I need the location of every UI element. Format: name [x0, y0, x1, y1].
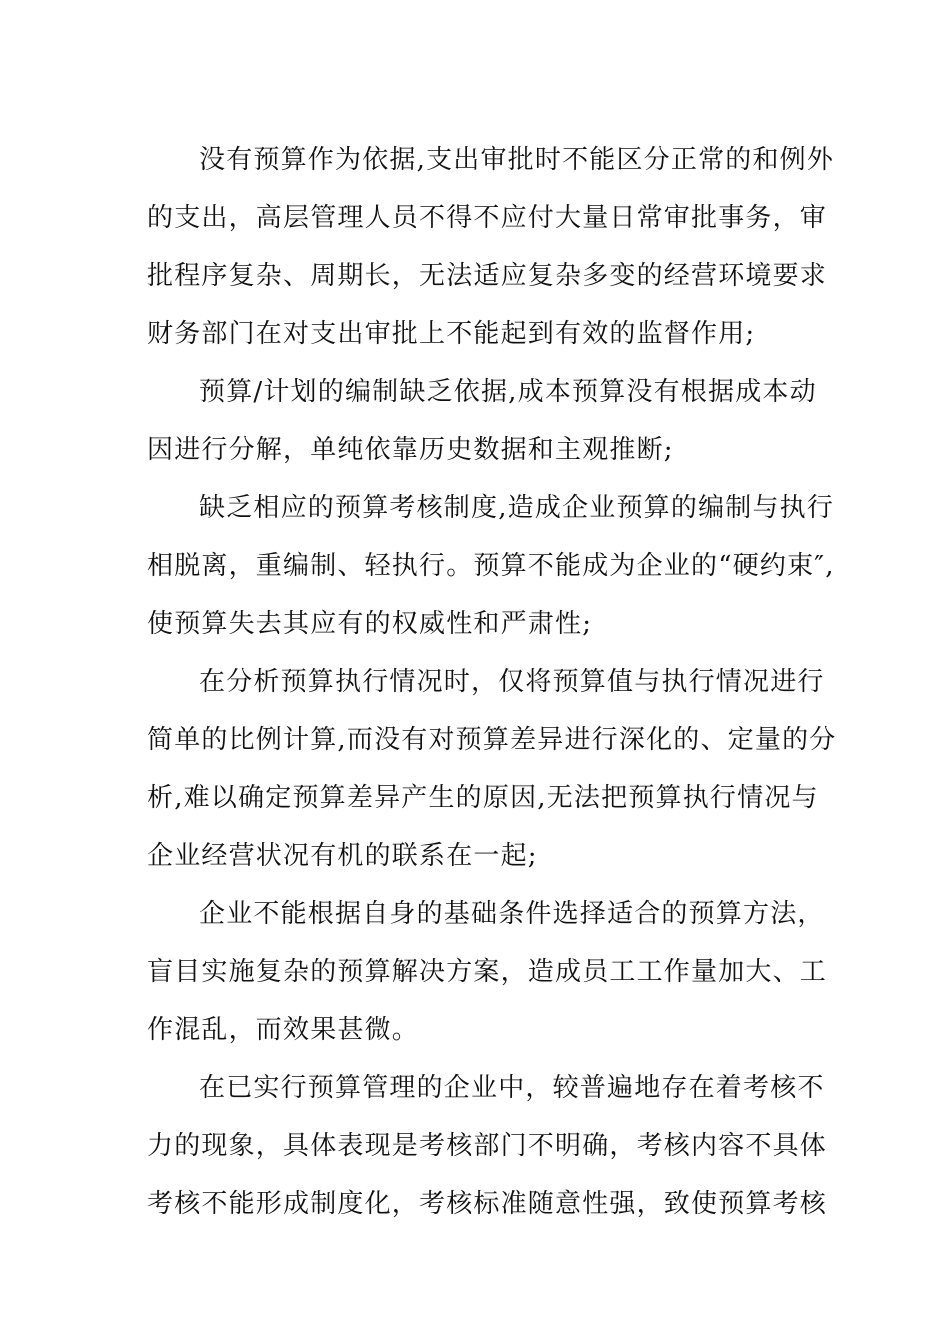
- paragraph-assessment-system: [147, 479, 835, 653]
- text-line: 考核不能形成制度化，考核标准随意性强，致使预算考核: [147, 1189, 828, 1219]
- text-line: 在已实行预算管理的企业中，较普遍地存在着考核不: [199, 1073, 825, 1103]
- text-line: 简单的比例计算,而没有对预算差异进行深化的、定量的分: [147, 725, 837, 755]
- paragraph-approval: [147, 131, 835, 363]
- text-line: 的支出，高层管理人员不得不应付大量日常审批事务，审: [147, 203, 828, 233]
- paragraph-budget-method: [147, 885, 828, 1059]
- text-line: 相脱离，重编制、轻执行。预算不能成为企业的“硬约束″,: [147, 551, 835, 581]
- text-line: 因进行分解，单纯依靠历史数据和主观推断;: [147, 435, 674, 465]
- paragraph-variance-analysis: [147, 653, 837, 885]
- text-line: 盲目实施复杂的预算解决方案，造成员工工作量加大、工: [147, 957, 828, 987]
- paragraph-cost-budget: [147, 363, 817, 479]
- text-line: 预算/计划的编制缺乏依据,成本预算没有根据成本动: [199, 377, 817, 407]
- text-line: 力的现象，具体表现是考核部门不明确，考核内容不具体: [147, 1131, 828, 1161]
- document-body: [147, 131, 837, 1233]
- text-line: 缺乏相应的预算考核制度,造成企业预算的编制与执行: [199, 493, 835, 523]
- paragraph-weak-assessment: [147, 1059, 828, 1233]
- text-line: 企业经营状况有机的联系在一起;: [147, 841, 538, 871]
- text-line: 企业不能根据自身的基础条件选择适合的预算方法，: [199, 899, 825, 929]
- text-line: 没有预算作为依据,支出审批时不能区分正常的和例外: [199, 145, 835, 175]
- text-line: 批程序复杂、周期长，无法适应复杂多变的经营环境要求: [147, 261, 828, 291]
- text-line: 作混乱，而效果甚微。: [147, 1015, 420, 1045]
- text-line: 使预算失去其应有的权威性和严肃性;: [147, 609, 593, 639]
- text-line: 在分析预算执行情况时，仅将预算值与执行情况进行: [199, 667, 825, 697]
- text-line: 析,难以确定预算差异产生的原因,无法把预算执行情况与: [147, 783, 819, 813]
- text-line: 财务部门在对支出审批上不能起到有效的监督作用;: [147, 319, 756, 349]
